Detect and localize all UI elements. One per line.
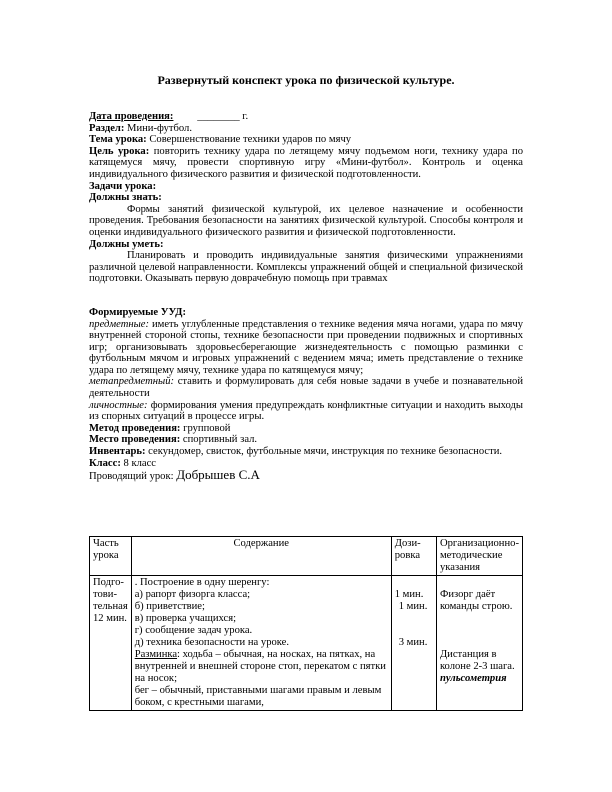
content-line: а) рапорт физорга класса; bbox=[134, 589, 251, 600]
uud-personal bbox=[89, 400, 523, 423]
grade-label: Класс: bbox=[89, 457, 121, 469]
inventory-value: секундомер, свисток, футбольные мячи, инструкция по технике безопасности. bbox=[145, 446, 503, 458]
method-label: Метод проведения: bbox=[89, 422, 181, 434]
section-label: Раздел: bbox=[89, 122, 125, 134]
uud-subject bbox=[89, 319, 523, 377]
teacher-line bbox=[89, 469, 523, 483]
warmup-label: Разминка bbox=[134, 649, 178, 660]
content-line: д) техника безопасности на уроке. bbox=[134, 637, 290, 648]
table-header-row bbox=[90, 537, 523, 576]
warmup-description: : ходьба – обычная, на носках, на пятках, на внутренней и внешней стороне стоп, перекатом с пятки на носок; bbox=[134, 649, 386, 684]
date-line bbox=[89, 111, 523, 123]
method-value: групповой bbox=[180, 422, 231, 434]
goal-label: Цель урока: bbox=[89, 145, 150, 157]
able-text: Планировать и проводить индивидуальные занятия физическими упражнениями различной целевой направленности. Комплексы упражнений общей и специальной физической подготовки. Оказывать первую доврачебную помощь при травмах bbox=[89, 250, 523, 285]
inventory-label: Инвентарь: bbox=[89, 446, 146, 458]
uud-label: Формируемые УУД: bbox=[89, 306, 187, 318]
place-line bbox=[89, 434, 523, 446]
uud-personal-label: личностные: bbox=[89, 399, 148, 411]
dose-1: 1 мин. bbox=[394, 589, 424, 600]
document-title: Развернутый конспект урока по физической культуре. bbox=[157, 73, 455, 87]
teacher-label: Проводящий урок: bbox=[89, 471, 177, 483]
section-line bbox=[89, 123, 523, 135]
uud-meta-label: метапредметный: bbox=[89, 376, 175, 388]
date-blank: ________ bbox=[197, 111, 240, 122]
header-org: Организационно-методические указания bbox=[436, 537, 522, 576]
uud-subject-label: предметные: bbox=[89, 318, 150, 330]
content-line: в) проверка учащихся; bbox=[134, 613, 237, 624]
uud-personal-text: формирования умения предупреждать конфликтные ситуации и находить выходы из спорных ситуаций в процессе игры. bbox=[89, 399, 523, 423]
uud-subject-text: иметь углубленные представления о технике ведения мяча ногами, удара по мячу внутренней стороной стопы, технике безопасности при проведении подвижных и спортивных игр; организовывать здоровьесберегающие жизнедеятельность с помощью разминки с футбольным мячом и игровых упражнений с ведением мяча; иметь представление о технике удара по летящему мячу, технике удара по катящемуся мячу; bbox=[89, 318, 523, 376]
org-1: Физорг даёт команды строю. bbox=[439, 589, 513, 612]
date-suffix: г. bbox=[239, 111, 249, 122]
goal-text: повторить технику удара по летящему мячу подъемом ноги, технику удара по катящемуся мячу, провести спортивную игру «Мини-футбол». Контроль и оценка индивидуального физического развития и физической подготовленности. bbox=[89, 145, 524, 180]
place-value: спортивный зал. bbox=[180, 434, 258, 446]
dose-3: 3 мин. bbox=[398, 637, 428, 648]
lesson-table bbox=[89, 536, 523, 711]
grade-line bbox=[89, 458, 523, 470]
org-3: пульсометрия bbox=[439, 673, 507, 684]
place-label: Место проведения: bbox=[89, 434, 181, 446]
uud-meta bbox=[89, 376, 523, 399]
row-org bbox=[436, 576, 522, 711]
tasks-label: Задачи урока: bbox=[89, 180, 157, 192]
topic-label: Тема урока: bbox=[89, 134, 147, 146]
header-part: Часть урока bbox=[90, 537, 132, 576]
warmup-text bbox=[135, 649, 388, 685]
header-content: Содержание bbox=[131, 537, 391, 576]
teacher-name: Добрышев С.А bbox=[176, 467, 260, 483]
topic-value: Совершенствование техники ударов по мячу bbox=[146, 134, 352, 146]
know-label: Должны знать: bbox=[89, 192, 162, 204]
org-2: Дистанция в колоне 2-3 шага. bbox=[439, 649, 515, 672]
content-line: г) сообщение задач урока. bbox=[134, 625, 253, 636]
row-dose bbox=[391, 576, 436, 711]
dose-2: 1 мин. bbox=[398, 601, 428, 612]
row-part: Подго-тови-тельная 12 мин. bbox=[90, 576, 132, 711]
header-dose: Дози-ровка bbox=[391, 537, 436, 576]
uud-meta-text: ставить и формулировать для себя новые задачи в учебе и познавательной деятельности bbox=[89, 376, 523, 400]
content-line: б) приветствие; bbox=[134, 601, 205, 612]
run-text: бег – обычный, приставными шагами правым и левым боком, с крестными шагами, bbox=[134, 685, 382, 708]
table-row bbox=[90, 576, 523, 711]
goal-paragraph bbox=[89, 146, 523, 181]
row-content bbox=[131, 576, 391, 711]
inventory-line bbox=[89, 446, 523, 458]
date-label: Дата проведения: bbox=[89, 111, 174, 122]
section-value: Мини-футбол. bbox=[124, 122, 192, 134]
grade-value: 8 класс bbox=[120, 457, 156, 469]
document-body bbox=[89, 111, 523, 483]
know-text: Формы занятий физической культурой, их целевое назначение и особенности проведения. Требования безопасности на занятиях физической культурой. Способы контроля и оценки индивидуального физического развития и физической подготовленности. bbox=[89, 203, 523, 238]
content-line: . Построение в одну шеренгу: bbox=[134, 577, 270, 588]
able-label: Должны уметь: bbox=[89, 238, 164, 250]
method-line bbox=[89, 423, 523, 435]
topic-line bbox=[89, 134, 523, 146]
